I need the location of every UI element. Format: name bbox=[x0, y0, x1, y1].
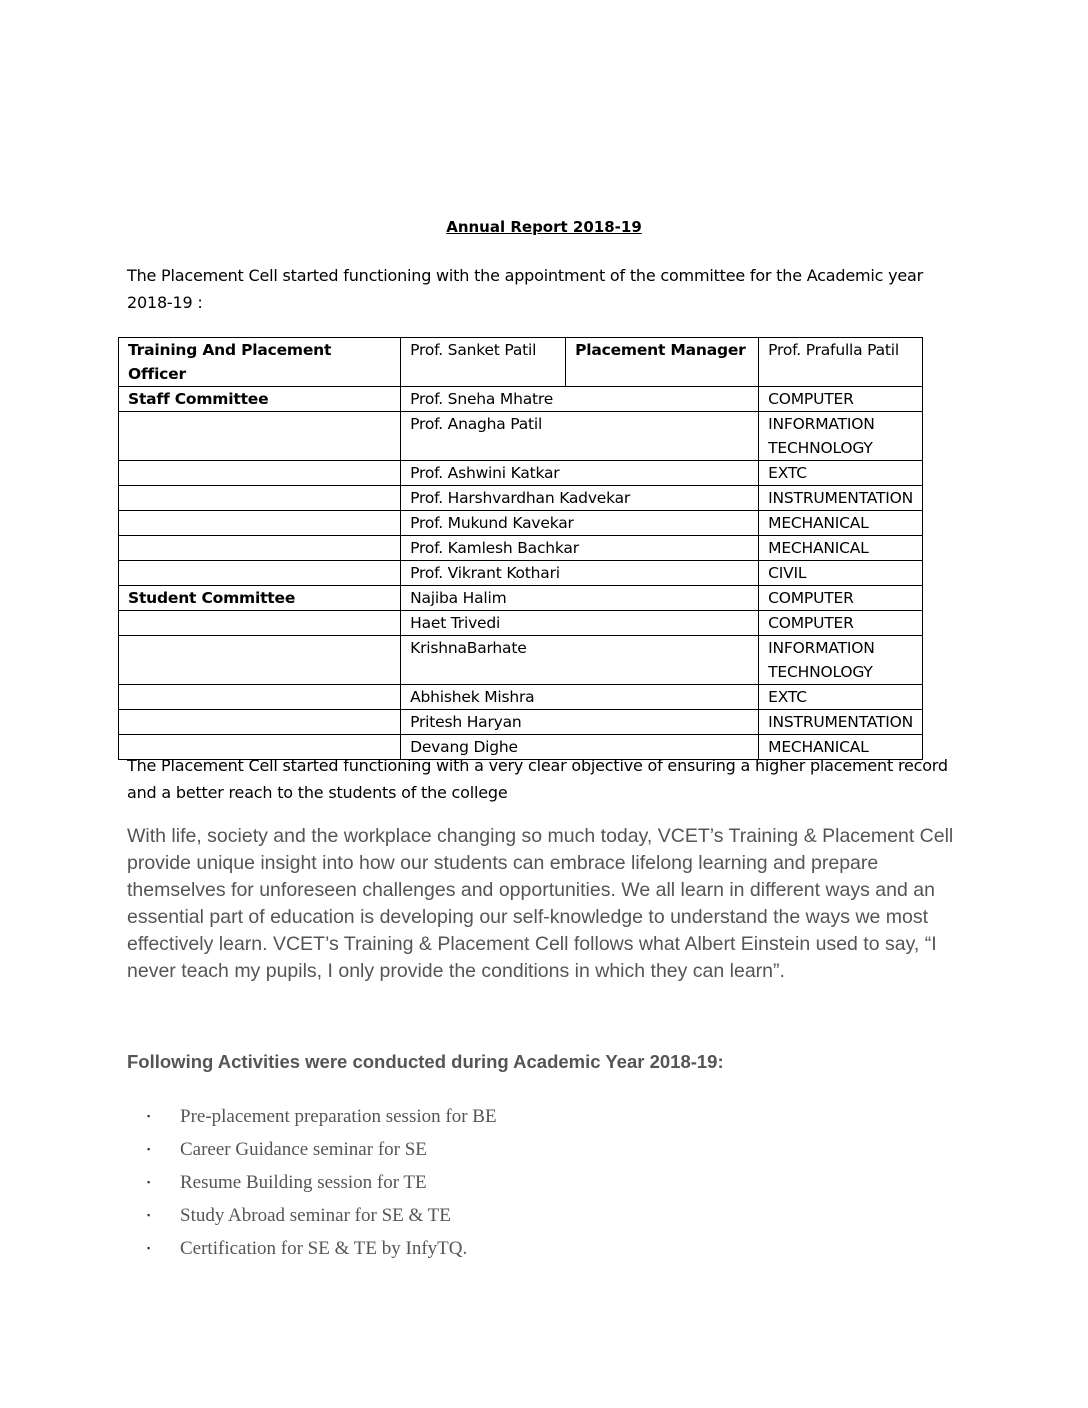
department-cell: EXTC bbox=[759, 685, 923, 710]
member-name-cell: Prof. Kamlesh Bachkar bbox=[401, 536, 759, 561]
activity-text: Career Guidance seminar for SE bbox=[180, 1139, 427, 1160]
list-item bbox=[147, 1166, 497, 1199]
activity-text: Study Abroad seminar for SE & TE bbox=[180, 1205, 451, 1226]
table-row bbox=[119, 561, 923, 586]
member-name-cell: Prof. Anagha Patil bbox=[401, 412, 759, 461]
manager-role-cell: Placement Manager bbox=[566, 338, 759, 387]
member-name-cell: Haet Trivedi bbox=[401, 611, 759, 636]
bullet-icon: ▪ bbox=[147, 1111, 151, 1121]
department-cell: COMPUTER bbox=[759, 586, 923, 611]
table-row bbox=[119, 511, 923, 536]
committee-role-cell bbox=[119, 710, 401, 735]
committee-role-cell bbox=[119, 412, 401, 461]
member-name-cell: Prof. Mukund Kavekar bbox=[401, 511, 759, 536]
department-cell: INSTRUMENTATION bbox=[759, 710, 923, 735]
activity-text: Pre-placement preparation session for BE bbox=[180, 1106, 497, 1127]
list-item bbox=[147, 1232, 497, 1265]
committee-rows bbox=[119, 387, 923, 760]
committee-role-cell: Student Committee bbox=[119, 586, 401, 611]
committee-role-cell: Staff Committee bbox=[119, 387, 401, 412]
member-name-cell: Devang Dighe bbox=[401, 735, 759, 760]
committee-role-cell bbox=[119, 611, 401, 636]
table-row bbox=[119, 586, 923, 611]
committee-role-cell bbox=[119, 561, 401, 586]
table-row bbox=[119, 710, 923, 735]
table-row bbox=[119, 461, 923, 486]
member-name-cell: Prof. Vikrant Kothari bbox=[401, 561, 759, 586]
table-row bbox=[119, 685, 923, 710]
table-row bbox=[119, 387, 923, 412]
department-cell: COMPUTER bbox=[759, 387, 923, 412]
member-name-cell: Prof. Sneha Mhatre bbox=[401, 387, 759, 412]
intro-text: The Placement Cell started functioning with the appointment of the committee for the Academic year 2018-19 : bbox=[127, 266, 923, 312]
table-row bbox=[119, 611, 923, 636]
activity-text: Certification for SE & TE by InfyTQ. bbox=[180, 1238, 468, 1259]
committee-role-cell bbox=[119, 685, 401, 710]
table-row bbox=[119, 536, 923, 561]
page-title: Annual Report 2018-19 bbox=[446, 218, 642, 236]
department-cell: MECHANICAL bbox=[759, 536, 923, 561]
committee-table bbox=[118, 337, 923, 760]
department-cell: MECHANICAL bbox=[759, 735, 923, 760]
member-name-cell: Prof. Harshvardhan Kadvekar bbox=[401, 486, 759, 511]
manager-name-cell: Prof. Prafulla Patil bbox=[759, 338, 923, 387]
bullet-icon: ▪ bbox=[147, 1210, 151, 1220]
officer-name-cell: Prof. Sanket Patil bbox=[401, 338, 566, 387]
list-item bbox=[147, 1100, 497, 1133]
objective-text: The Placement Cell started functioning with a very clear objective of ensuring a higher placement record and a better reach to the students of the college bbox=[127, 756, 948, 802]
committee-role-cell bbox=[119, 486, 401, 511]
department-cell: INFORMATION TECHNOLOGY bbox=[759, 636, 923, 685]
activity-text: Resume Building session for TE bbox=[180, 1172, 427, 1193]
bullet-icon: ▪ bbox=[147, 1144, 151, 1154]
department-cell: MECHANICAL bbox=[759, 511, 923, 536]
bullet-icon: ▪ bbox=[147, 1243, 151, 1253]
department-cell: COMPUTER bbox=[759, 611, 923, 636]
member-name-cell: KrishnaBarhate bbox=[401, 636, 759, 685]
table-row bbox=[119, 486, 923, 511]
committee-role-cell bbox=[119, 511, 401, 536]
department-cell: INSTRUMENTATION bbox=[759, 486, 923, 511]
department-cell: CIVIL bbox=[759, 561, 923, 586]
bullet-icon: ▪ bbox=[147, 1177, 151, 1187]
table-row bbox=[119, 636, 923, 685]
member-name-cell: Abhishek Mishra bbox=[401, 685, 759, 710]
description-paragraph: With life, society and the workplace changing so much today, VCET’s Training & Placement Cell provide unique insight into how our students can embrace lifelong learning and prepare themselves for unforeseen challenges and opportunities. We all learn in different ways and an essential part of education is developing our self-knowledge to understand the ways we most effectively learn. VCET’s Training & Placement Cell follows what Albert Einstein used to say, “I never teach my pupils, I only provide the conditions in which they can learn”. bbox=[127, 825, 954, 982]
table-row bbox=[119, 412, 923, 461]
committee-role-cell bbox=[119, 636, 401, 685]
member-name-cell: Pritesh Haryan bbox=[401, 710, 759, 735]
member-name-cell: Najiba Halim bbox=[401, 586, 759, 611]
committee-role-cell bbox=[119, 536, 401, 561]
activities-list bbox=[147, 1100, 497, 1265]
activities-heading: Following Activities were conducted during Academic Year 2018-19: bbox=[127, 1051, 724, 1072]
list-item bbox=[147, 1133, 497, 1166]
officer-role-cell: Training And Placement Officer bbox=[119, 338, 401, 387]
member-name-cell: Prof. Ashwini Katkar bbox=[401, 461, 759, 486]
committee-role-cell bbox=[119, 461, 401, 486]
table-row-officers bbox=[119, 338, 923, 387]
department-cell: INFORMATION TECHNOLOGY bbox=[759, 412, 923, 461]
department-cell: EXTC bbox=[759, 461, 923, 486]
list-item bbox=[147, 1199, 497, 1232]
